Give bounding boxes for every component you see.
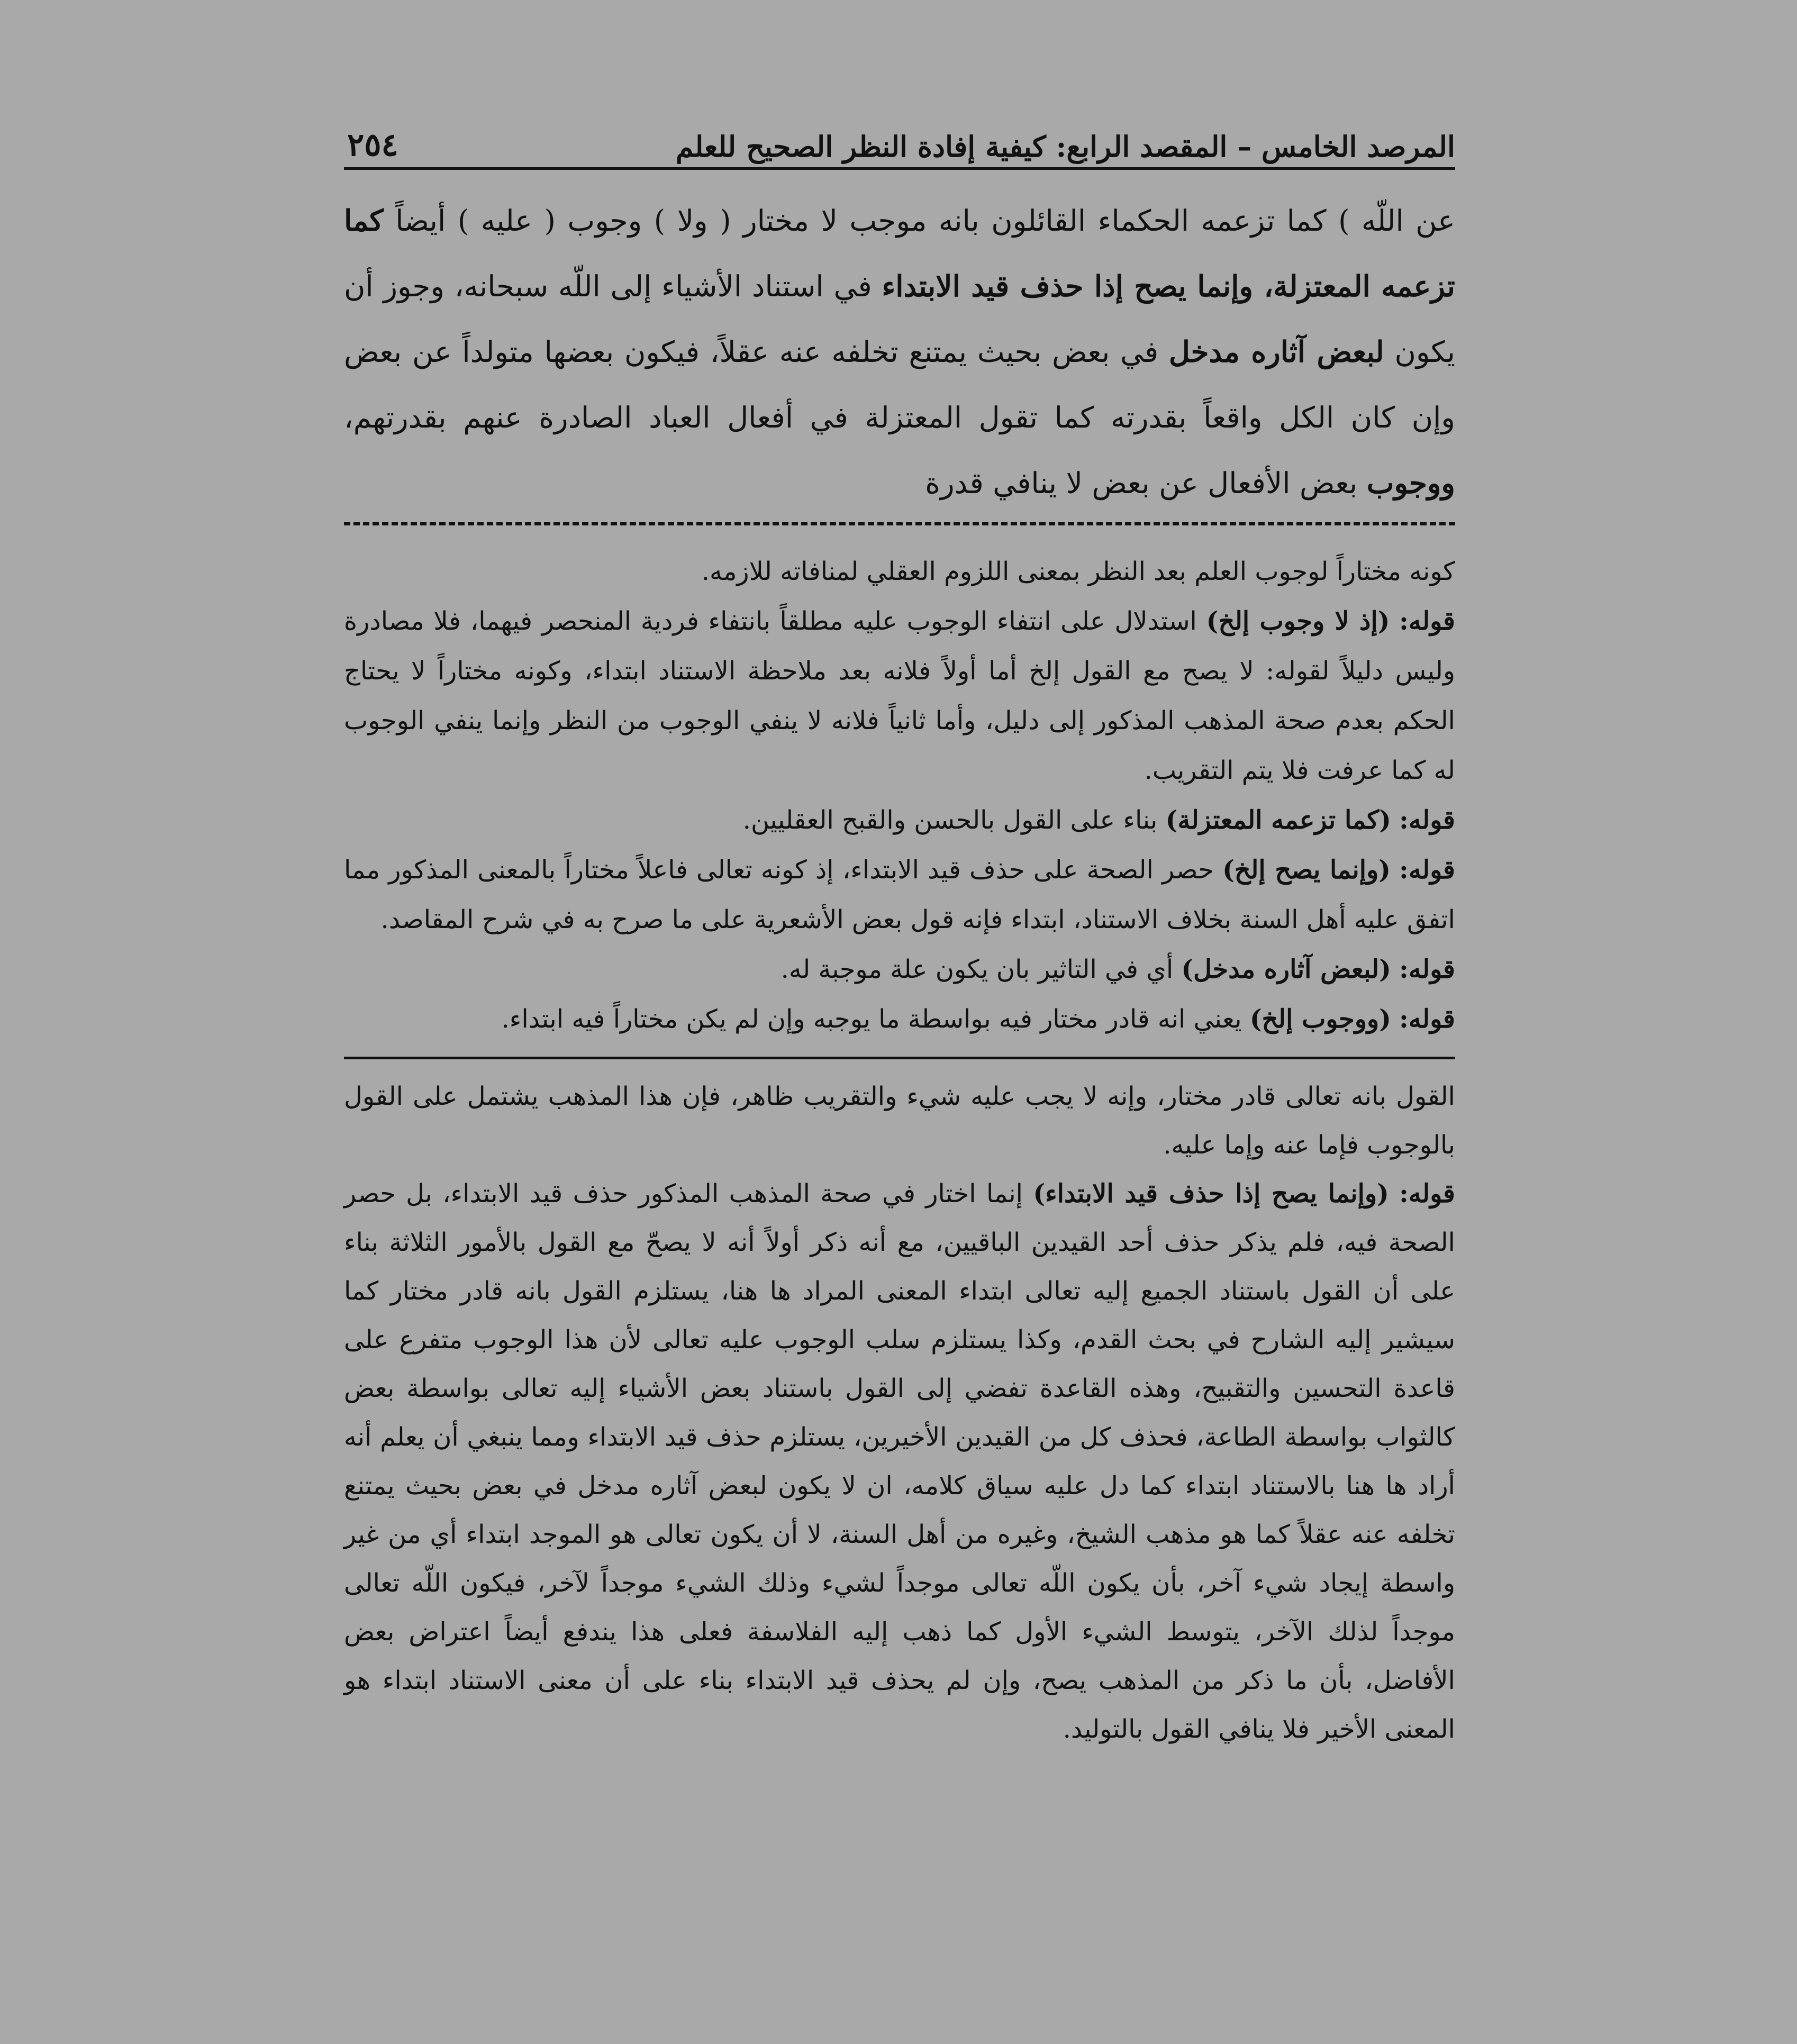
commentary-text: استدلال على انتفاء الوجوب عليه مطلقاً بانتفاء فردية المنحصر فيهما، فلا مصادرة وليس دليلاً لقوله: لا يصح مع القول إلخ أما أولاً فلانه بعد ملاحظة الاستناد ابتداء، وكونه مختاراً لا يحتاج الحكم بعدم صحة المذهب المذكور إلى دليل، وأما ثانياً فلانه لا ينفي الوجوب من النظر وإنما ينفي الوجوب له كما عرفت فلا يتم التقريب. (344, 606, 1456, 785)
gloss-section (344, 1072, 1455, 1754)
dashed-divider (344, 522, 1455, 525)
commentary-paragraph (344, 547, 1455, 596)
main-text-segment: في بعض بحيث يمتنع تخلفه عنه عقلاً، فيكون بعضها متولداً عن بعض وإن كان الكل واقعاً بقدرته كما تقول المعتزلة في أفعال العباد الصادرة عنهم بقدرتهم، (344, 335, 1455, 434)
commentary-paragraph (344, 795, 1455, 845)
lemma: (كما تزعمه المعتزلة) (1165, 805, 1391, 835)
lemma: (وإنما يصح إلخ) (1222, 855, 1391, 885)
gloss-paragraph (344, 1072, 1455, 1169)
qawluh-label: قوله: (1399, 955, 1455, 984)
gloss-text: إنما اختار في صحة المذهب المذكور حذف قيد الابتداء، بل حصر الصحة فيه، فلم يذكر حذف أحد القيدين الباقيين، مع أنه ذكر أولاً أنه لا يصحّ مع القول بالأمور الثلاثة بناء على أن القول باستناد الجميع إليه تعالى ابتداء المعنى المراد ها هنا، يستلزم القول بانه قادر مختار كما سيشير إليه الشارح في بحث القدم، وكذا يستلزم سلب الوجوب عليه تعالى لأن هذا الوجوب متفرع على قاعدة التحسين والتقبيح، وهذه القاعدة تفضي إلى القول باستناد بعض الأشياء إليه تعالى بواسطة بعض كالثواب بواسطة الطاعة، فحذف كل من القيدين الأخيرين، يستلزم حذف قيد الابتداء ومما ينبغي أن يعلم أنه أراد ها هنا بالاستناد ابتداء كما دل عليه سياق كلامه، ان لا يكون لبعض آثاره مدخل في بعض بحيث يمتنع تخلفه عنه عقلاً كما هو مذهب الشيخ، وغيره من أهل السنة، لا أن يكون تعالى هو الموجد ابتداء أي من غير واسطة إيجاد شيء آخر، بأن يكون اللّه تعالى موجداً لشيء وذلك الشيء موجداً لآخر، فيكون اللّه تعالى موجداً لذلك الآخر، يتوسط الشيء الأول كما ذهب إليه الفلاسفة فعلى هذا يندفع أيضاً اعتراض بعض الأفاضل، بأن ما ذكر من المذهب يصح، وإن لم يحذف قيد الابتداء بناء على أن معنى الاستناد ابتداء هو المعنى الأخير فلا ينافي القول بالتوليد. (344, 1179, 1456, 1744)
commentary-text: أي في التاثير بان يكون علة موجبة له. (780, 955, 1182, 984)
commentary-section (344, 547, 1455, 1044)
main-text-segment: بعض الأفعال عن بعض لا ينافي قدرة (925, 466, 1367, 500)
commentary-text: كونه مختاراً لوجوب العلم بعد النظر بمعنى اللزوم العقلي لمنافاته للازمه. (701, 557, 1455, 586)
gloss-text: القول بانه تعالى قادر مختار، وإنه لا يجب عليه شيء والتقريب ظاهر، فإن هذا المذهب يشتمل على القول بالوجوب فإما عنه وإما عليه. (344, 1082, 1455, 1160)
main-text-segment: عن اللّه ) كما تزعمه الحكماء القائلون بانه موجب لا مختار ( ولا ) وجوب ( عليه ) أيضاً (383, 204, 1455, 238)
lemma: (وإنما يصح إذا حذف قيد الابتداء) (1033, 1179, 1389, 1209)
commentary-text: بناء على القول بالحسن والقبح العقليين. (742, 805, 1166, 835)
qawluh-label: قوله: (1399, 805, 1455, 835)
solid-divider (344, 1057, 1455, 1059)
gloss-paragraph (344, 1169, 1455, 1754)
commentary-paragraph (344, 845, 1455, 944)
header-title: المرصد الخامس – المقصد الرابع: كيفية إفادة النظر الصحيح للعلم (675, 130, 1455, 164)
qawluh-label: قوله: (1399, 606, 1455, 636)
main-text-bold: ووجوب (1366, 466, 1455, 500)
main-text-segment: في استناد الأشياء إلى اللّه سبحانه، وجوز أن يكون (344, 269, 1455, 369)
lemma: (ووجوب إلخ) (1249, 1004, 1391, 1034)
running-header (344, 106, 1455, 170)
qawluh-label: قوله: (1399, 855, 1455, 885)
commentary-text: حصر الصحة على حذف قيد الابتداء، إذ كونه تعالى فاعلاً مختاراً بالمعنى المذكور مما اتفق عليه أهل السنة بخلاف الاستناد، ابتداء فإنه قول بعض الأشعرية على ما صرح به في شرح المقاصد. (344, 855, 1455, 934)
page-number: ٢٥٤ (347, 126, 398, 163)
commentary-paragraph (344, 596, 1455, 795)
commentary-paragraph (344, 944, 1455, 994)
main-text-bold: لبعض آثاره مدخل (1168, 334, 1384, 369)
qawluh-label: قوله: (1399, 1179, 1455, 1209)
main-text (344, 188, 1455, 516)
commentary-text: يعني انه قادر مختار فيه بواسطة ما يوجبه وإن لم يكن مختاراً فيه ابتداء. (501, 1004, 1250, 1034)
main-text-bold: كما تزعمه المعتزلة، وإنما يصح إذا حذف قيد الابتداء (344, 203, 1455, 303)
lemma: (إذ لا وجوب إلخ) (1206, 606, 1390, 636)
book-page (344, 106, 1455, 1931)
lemma: (لبعض آثاره مدخل) (1181, 955, 1391, 984)
commentary-paragraph (344, 994, 1455, 1044)
qawluh-label: قوله: (1399, 1004, 1455, 1034)
